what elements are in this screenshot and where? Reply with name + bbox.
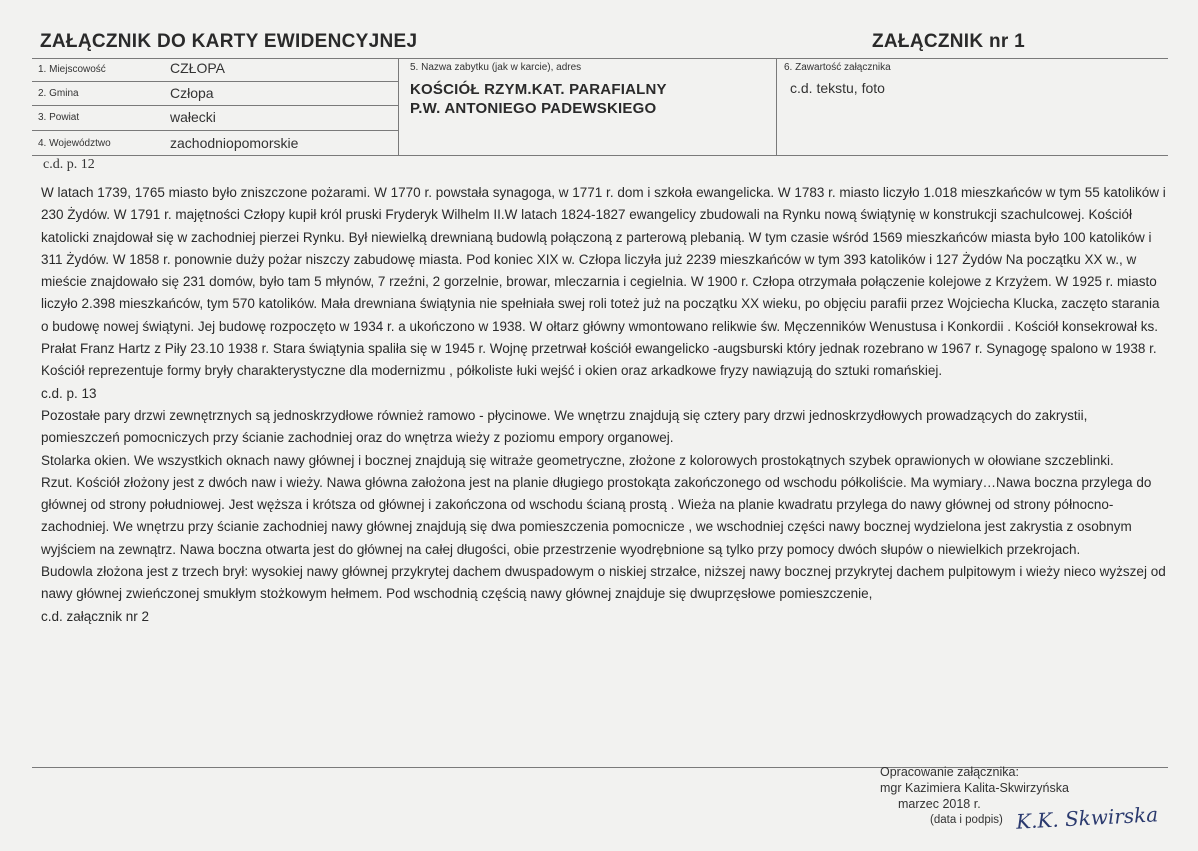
row-divider-2 (32, 105, 398, 106)
attachment-number: ZAŁĄCZNIK nr 1 (872, 31, 1026, 52)
wojewodztwo-label: 4. Województwo (38, 138, 111, 149)
paragraph-doors: Pozostałe pary drzwi zewnętrznych są jednoskrzydłowe również ramowo - płycinowe. We wnętrzu znajdują się cztery pary drzwi jednoskrzydłowych prowadzących do zakrystii, pomieszczeń pomocniczych przy ścianie zachodniej oraz do wnętrza wieży z poziomu empory organowej. (41, 407, 1088, 446)
powiat-value: wałecki (170, 109, 216, 125)
row-divider-1 (32, 81, 398, 82)
page-continuation-note: c.d. p. 12 (43, 157, 95, 172)
paragraph-page-note: c.d. p. 13 (41, 385, 97, 401)
handwritten-signature: K.K. Skwirska (1015, 802, 1159, 834)
paragraph-style: Kościół reprezentuje formy bryły charakterystyczne dla modernizmu , półkoliste łuki wejść i okien oraz arkadkowe fryzy nawiązują do sztuki romańskiej. (41, 363, 943, 379)
zawartosc-value: c.d. tekstu, foto (790, 80, 885, 96)
author-heading: Opracowanie załącznika: (880, 765, 1019, 779)
wojewodztwo-value: zachodniopomorskie (170, 135, 299, 151)
paragraph-structure: Budowla złożona jest z trzech brył: wysokiej nawy głównej przykrytej dachem dwuspadowym o niskiej strzałce, niższej nawy bocznej przykrytej dachem pulpitowym i wieży nieco wyższej od nawy głównej zwieńczonej smukłym stożkowym hełmem. Pod wschodnią częścią nawy głównej znajduje się dwuprzęsłowe pomieszczenie, (41, 564, 1166, 602)
nazwa-line-1: KOŚCIÓŁ RZYM.KAT. PARAFIALNY (410, 81, 667, 98)
author-date: marzec 2018 r. (898, 797, 981, 811)
gmina-label: 2. Gmina (38, 88, 79, 99)
miejscowosc-label: 1. Miejscowość (38, 64, 106, 75)
paragraph-windows: Stolarka okien. We wszystkich oknach nawy głównej i bocznej znajdują się witraże geometryczne, złożone z kolorowych prostokątnych szybek oprawionych w ołowiane szczeblinki. (41, 452, 1114, 468)
zawartosc-label: 6. Zawartość załącznika (784, 62, 891, 73)
table-bottom-border (32, 155, 1168, 156)
nazwa-line-2: P.W. ANTONIEGO PADEWSKIEGO (410, 100, 657, 117)
gmina-value: Człopa (170, 85, 214, 101)
miejscowosc-value: CZŁOPA (170, 60, 225, 76)
powiat-label: 3. Powiat (38, 112, 80, 123)
date-signature-caption: (data i podpis) (930, 814, 1003, 826)
column-divider-1 (398, 58, 399, 155)
page-title: ZAŁĄCZNIK DO KARTY EWIDENCYJNEJ (40, 31, 418, 52)
paragraph-history: W latach 1739, 1765 miasto było zniszczone pożarami. W 1770 r. powstała synagoga, w 1771 r. dom i szkoła ewangelicka. W 1783 r. miasto liczyło 1.018 mieszkańców w tym 55 katolików i 230 Żydów. W 1791 r. majętności Człopy kupił król pruski Fryderyk Wilhelm II.W latach 1824-1827 ewangelicy zbudowali na Rynku nową świątynię w konstrukcji szachulcowej. Kościół katolicki znajdował się w zachodniej pierzei Rynku. Był niewielką drewnianą budowlą połączoną z parterową plebanią. W tym czasie wśród 1569 mieszkańców miasta było 100 katolików i 311 Żydów. W 1858 r. ponownie duży pożar niszczy zabudowę miasta. Pod koniec XIX w. Człopa liczyła już 2239 mieszkańców w tym 393 katolików i 127 Żydów Na początku XX w., w mieście znajdowało się 231 domów, było tam 5 młynów, 7 rzeźni, 2 gorzelnie, browar, mleczarnia i cegielnia. W 1900 r. Człopa otrzymała połączenie kolejowe z Krzyżem. W 1925 r. miasto liczyło 2.398 mieszkańców, tym 570 katolików. Mała drewniana świątynia nie spełniała swej roli toteż już na początku XX wieku, po objęciu parafii przez Wojciecha Klucka, zaczęto starania o budowę nowej świątyni. Jej budowę rozpoczęto w 1934 r. a ukończono w 1938. W ołtarz główny wmontowano relikwie św. Męczenników Wenustusa i Konkordii . Kościół konsekrował ks. Prałat Franz Hartz z Piły 23.10 1938 r. Stara świątynia spaliła się w 1945 r. Wojnę przetrwał kościół ewangelicko -augsburski który jednak rozebrano w 1967 r. Synagogę spalono w 1938 r. (41, 185, 1166, 357)
description-text (41, 182, 1166, 628)
column-divider-2 (776, 58, 777, 155)
table-top-border (32, 58, 1168, 59)
nazwa-label: 5. Nazwa zabytku (jak w karcie), adres (410, 62, 582, 73)
row-divider-3 (32, 130, 398, 131)
paragraph-continuation: c.d. załącznik nr 2 (41, 608, 150, 624)
author-name: mgr Kazimiera Kalita-Skwirzyńska (880, 781, 1069, 795)
paragraph-plan: Rzut. Kościół złożony jest z dwóch naw i wieży. Nawa główna założona jest na planie długiego prostokąta zakończonego od wschodu półkoliście. Ma wymiary…Nawa boczna przylega do głównej od strony południowej. Jest węższa i krótsza od głównej i zakończona od wschodu ścianą prostą . Wieża na planie kwadratu przylega do nawy głównej od strony północno-zachodniej. We wnętrzu przy ścianie zachodniej nawy głównej znajdują się dwa pomieszczenia pomocnicze , we wschodniej części nawy bocznej wydzielona jest zakrystia z osobnym wyjściem na zewnątrz. Nawa boczna otwarta jest do głównej na całej długości, obie przestrzenie wyodrębnione są tylko przy pomocy dwóch słupów o niewielkich przekrojach. (41, 474, 1152, 557)
